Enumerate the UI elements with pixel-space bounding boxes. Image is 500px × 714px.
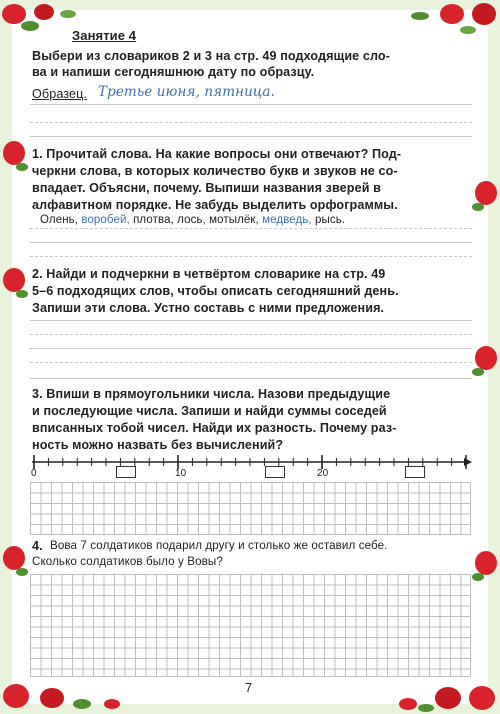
writing-lines-2 <box>30 228 472 264</box>
task1-word-list <box>40 212 345 229</box>
task1-line-3: впадает. Объясни, почему. Выпиши названия зверей в <box>32 181 381 195</box>
answer-box[interactable] <box>116 466 136 478</box>
task2-line-3: Запиши эти слова. Устно составь с ними предложения. <box>32 301 385 315</box>
rose-decoration-bottom-left <box>0 672 140 714</box>
squared-grid-2[interactable] <box>30 574 471 677</box>
task1-line-2: черкни слова, в которых количество букв и звуков не со- <box>32 164 398 178</box>
squared-grid-1[interactable] <box>30 482 471 535</box>
word: воробей, <box>81 214 130 226</box>
task2-line-2: 5–6 подходящих слов, чтобы описать сегодняшний день. <box>32 284 399 298</box>
rose-decoration-right-3 <box>468 545 500 585</box>
word: плотва, <box>133 214 174 226</box>
ruler-label-10: 10 <box>175 468 187 479</box>
page-number: 7 <box>245 680 253 695</box>
answer-box[interactable] <box>405 466 425 478</box>
task3-line-4: ность можно назвать без вычислений? <box>32 438 284 452</box>
intro-text-line-2: ва и напиши сегодняшнюю дату по образцу. <box>32 65 315 79</box>
word: медведь, <box>262 214 312 226</box>
rose-decoration-right-2 <box>468 340 500 380</box>
ruler-label-0: 0 <box>31 468 37 479</box>
word: рысь. <box>315 214 346 226</box>
task3-line-3: вписанных тобой чисел. Найди их разность. Почему раз- <box>32 421 397 435</box>
word: мотылёк, <box>209 214 259 226</box>
rose-decoration-left-1 <box>0 135 30 175</box>
rose-decoration-left-2 <box>0 262 30 302</box>
word: лось, <box>177 214 206 226</box>
task2-line-1: 2. Найди и подчеркни в четвёртом словарике на стр. 49 <box>32 267 386 281</box>
writing-lines-3 <box>30 320 472 382</box>
task3-line-1: 3. Впиши в прямоугольники числа. Назови предыдущие <box>32 387 391 401</box>
rose-decoration-left-3 <box>0 540 30 580</box>
sample-handwriting: Третье июня, пятница. <box>98 84 275 100</box>
task3-line-2: и последующие числа. Запиши и найди суммы соседей <box>32 404 387 418</box>
ruler-label-20: 20 <box>317 468 329 479</box>
task1-line-1: 1. Прочитай слова. На какие вопросы они отвечают? Под- <box>32 147 402 161</box>
lesson-title: Занятие 4 <box>72 28 137 43</box>
intro-text-line-1: Выбери из словариков 2 и 3 на стр. 49 подходящие сло- <box>32 49 390 63</box>
writing-lines-1 <box>30 104 472 144</box>
word: Олень, <box>40 214 79 226</box>
task4-number: 4. <box>32 539 43 553</box>
rose-decoration-right-1 <box>468 175 500 215</box>
decor-border-left <box>0 0 12 714</box>
rose-decoration-bottom-right <box>380 672 500 714</box>
answer-box[interactable] <box>265 466 285 478</box>
rose-decoration-top-right <box>360 0 500 40</box>
task4-line-2: Сколько солдатиков было у Вовы? <box>32 555 223 568</box>
task4-line-1: Вова 7 солдатиков подарил другу и столько же оставил себе. <box>50 539 388 552</box>
task1-line-4: алфавитном порядке. Не забудь выделить орфограммы. <box>32 198 398 212</box>
sample-label: Образец. <box>32 87 88 101</box>
